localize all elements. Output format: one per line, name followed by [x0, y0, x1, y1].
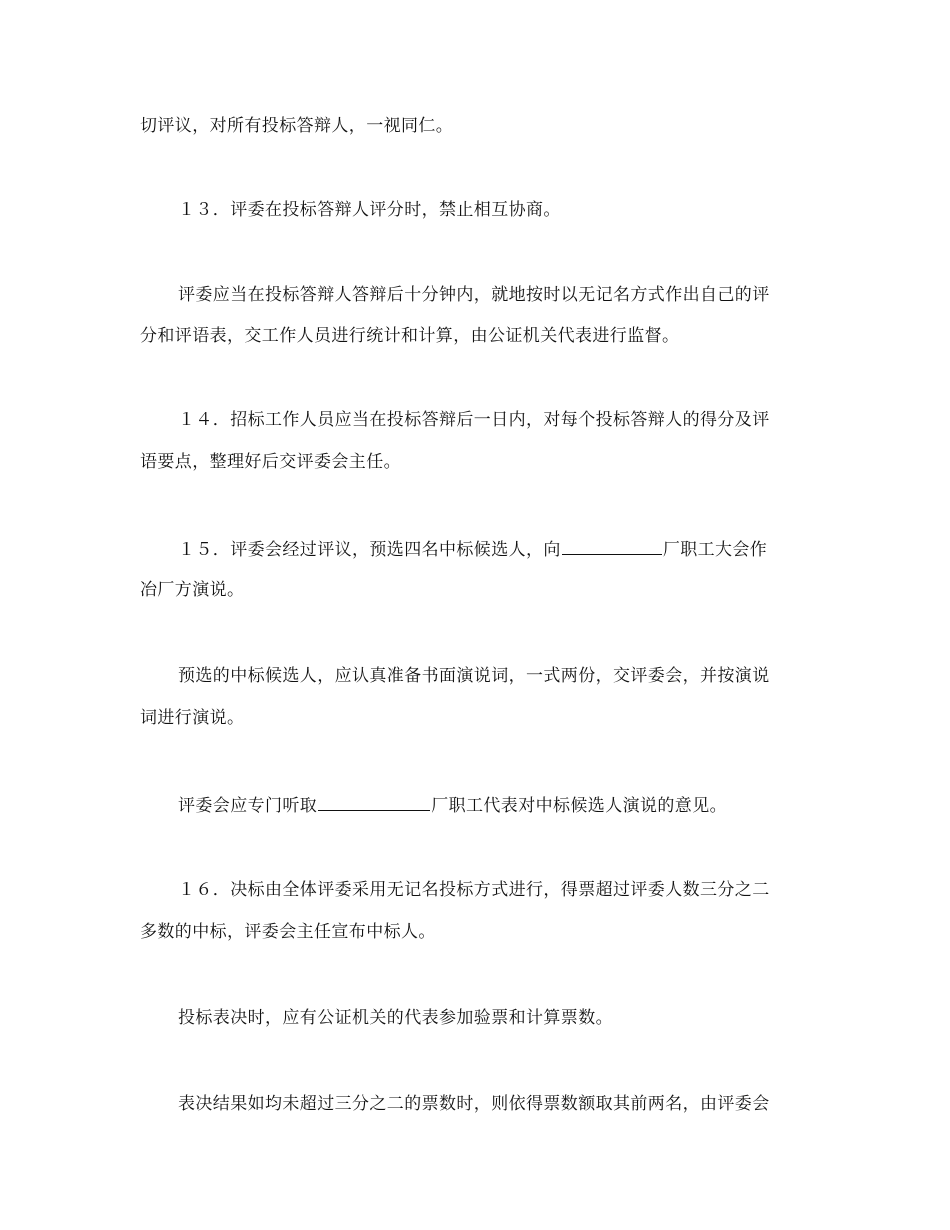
fill-in-blank	[562, 536, 662, 555]
text-run: 表决结果如均未超过三分之二的票数时，则依得票数额取其前两名，由评委会	[178, 1094, 770, 1114]
text-run: １３．评委在投标答辩人评分时，禁止相互协商。	[178, 200, 561, 220]
clause-13-line	[178, 198, 561, 222]
text-run: 厂职工代表对中标候选人演说的意见。	[431, 796, 728, 816]
text-run: 多数的中标，评委会主任宣布中标人。	[140, 922, 436, 942]
paragraph-line	[140, 114, 453, 138]
paragraph-line	[140, 324, 679, 348]
text-run: 厂职工大会作	[662, 540, 768, 560]
text-run: １４．招标工作人员应当在投标答辩后一日内，对每个投标答辩人的得分及评	[178, 410, 770, 430]
paragraph-line	[140, 578, 244, 602]
text-run: 切评议，对所有投标答辩人，一视同仁。	[140, 116, 454, 136]
paragraph-line	[178, 1092, 770, 1116]
clause-15-line	[178, 536, 767, 562]
text-run: 评委应当在投标答辩人答辩后十分钟内，就地按时以无记名方式作出自己的评	[178, 285, 770, 305]
text-run: 投标表决时，应有公证机关的代表参加验票和计算票数。	[178, 1008, 613, 1028]
paragraph-line	[178, 1006, 613, 1030]
clause-16-line	[178, 878, 770, 902]
text-run: 预选的中标候选人，应认真准备书面演说词，一式两份，交评委会，并按演说	[178, 666, 770, 686]
paragraph-line	[178, 664, 770, 688]
text-run: 分和评语表，交工作人员进行统计和计算，由公证机关代表进行监督。	[140, 326, 680, 346]
paragraph-line	[140, 920, 436, 944]
clause-14-line	[178, 408, 770, 432]
text-run: 语要点，整理好后交评委会主任。	[140, 452, 401, 472]
text-run: 词进行演说。	[140, 708, 245, 728]
paragraph-line	[140, 706, 244, 730]
text-run: 评委会应专门听取	[178, 796, 318, 816]
text-run: 冶厂方演说。	[140, 580, 245, 600]
paragraph-line	[178, 792, 727, 818]
text-run: １６．决标由全体评委采用无记名投标方式进行，得票超过评委人数三分之二	[178, 880, 770, 900]
paragraph-line	[140, 450, 401, 474]
paragraph-line	[178, 283, 770, 307]
fill-in-blank	[318, 792, 430, 811]
text-run: １５．评委会经过评议，预选四名中标候选人，向	[178, 540, 561, 560]
